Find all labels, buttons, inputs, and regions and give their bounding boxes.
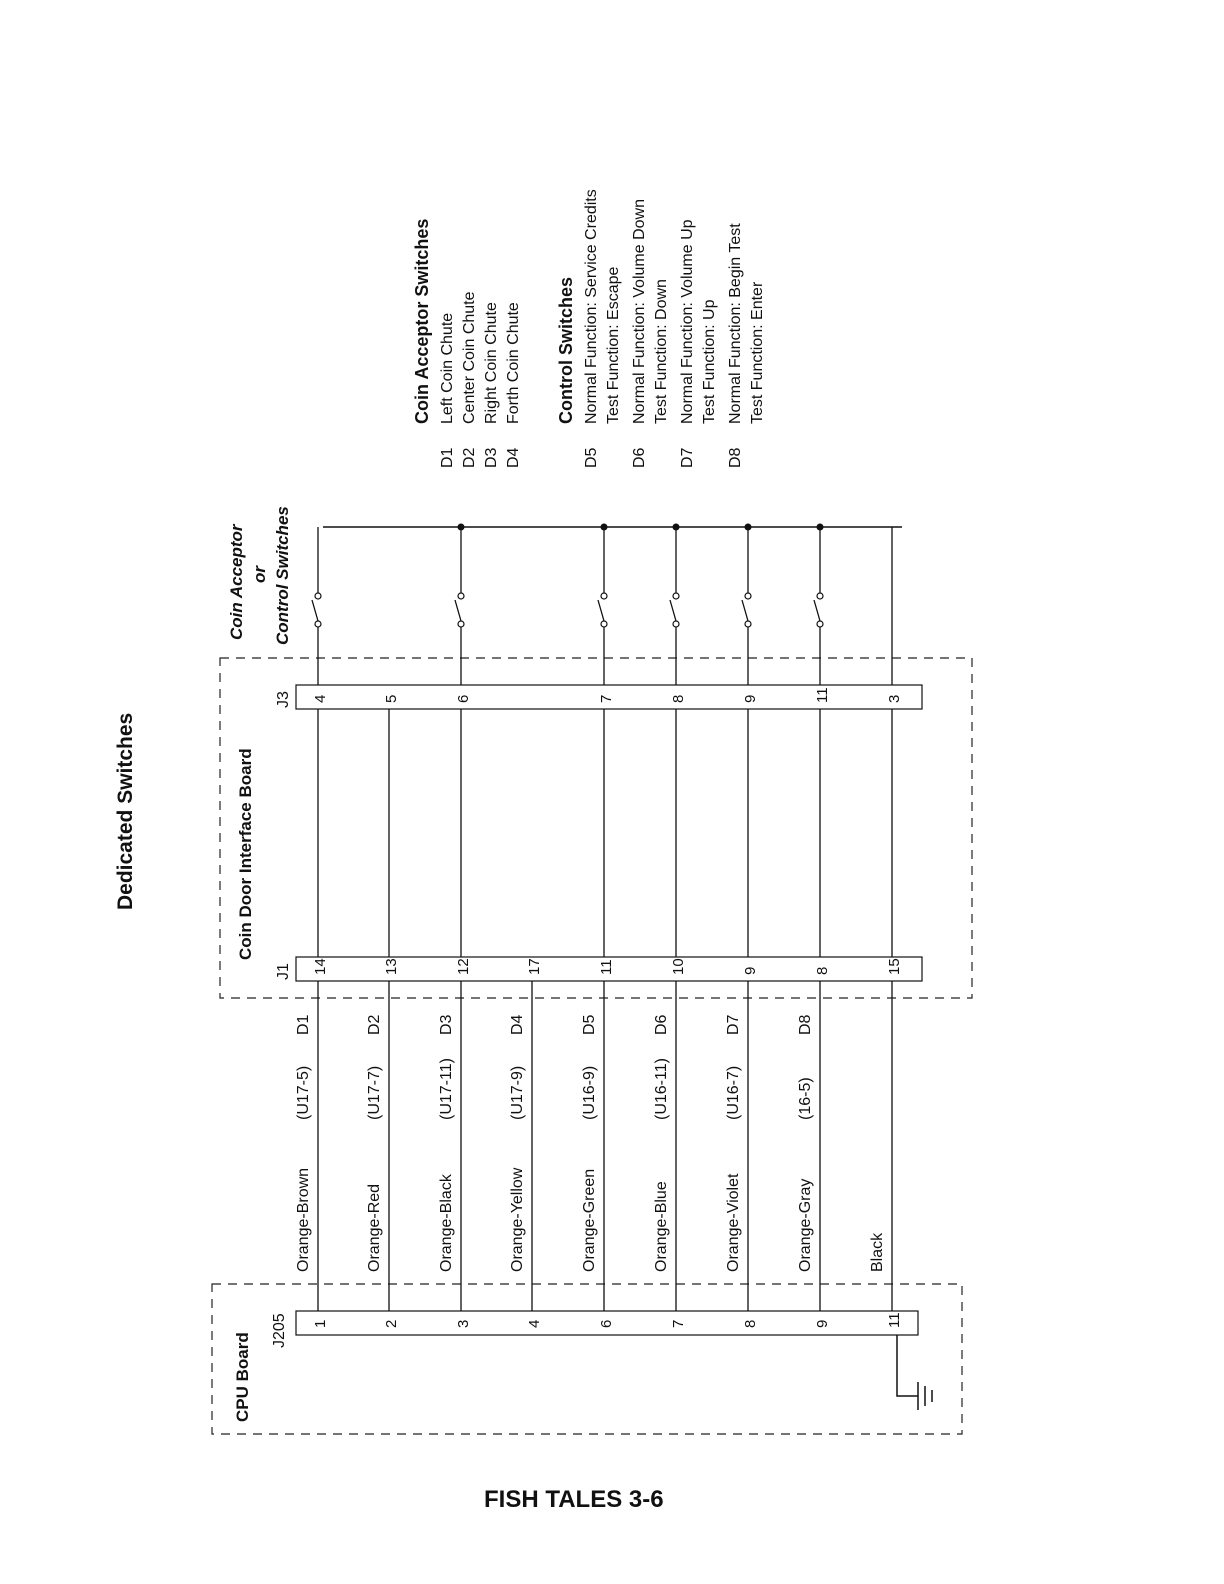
line-5-switch-code: D5: [581, 1014, 598, 1035]
line-1-switch-contact-low: [315, 621, 321, 627]
line-7-j3-pin: 9: [742, 694, 759, 703]
line-8-wire-color: Orange-Gray: [797, 1178, 814, 1272]
j1-connector-label: J1: [275, 963, 292, 980]
line-2-j3-pin: 5: [383, 694, 400, 703]
line-8-switch-code: D8: [797, 1014, 814, 1035]
legend-control-text-3-2: Test Function: Up: [701, 299, 718, 424]
line-8-switch-contact-low: [817, 621, 823, 627]
line-7-j1-pin: 9: [742, 966, 759, 975]
legend-control-text-1-2: Test Function: Escape: [605, 266, 622, 424]
legend-coin-code-1: D1: [439, 447, 456, 468]
line-5-wire-ref: (U16-9): [581, 1065, 598, 1120]
line-5-switch-contact-low: [601, 621, 607, 627]
line-3-switch-contact-low: [458, 621, 464, 627]
line-3-j1-pin: 12: [455, 958, 472, 975]
line-9-wire-color: Black: [869, 1232, 886, 1272]
legend-coin-code-2: D2: [461, 447, 478, 468]
cpu-board-outline: [212, 1284, 962, 1434]
line-5-switch-contact-high: [601, 593, 607, 599]
legend-coin-code-4: D4: [505, 447, 522, 468]
line-3-bus-junction: [458, 524, 465, 531]
line-5-switch-blade: [598, 600, 604, 621]
line-4-cpu-pin: 4: [526, 1319, 543, 1328]
line-8-cpu-pin: 9: [814, 1319, 831, 1328]
diagram-title: Dedicated Switches: [114, 712, 137, 910]
legend-control-text-1-1: Normal Function: Service Credits: [583, 189, 600, 424]
line-7-switch-blade: [742, 600, 748, 621]
line-1-wire-ref: (U17-5): [295, 1065, 312, 1120]
line-6-switch-code: D6: [653, 1014, 670, 1035]
line-1-j3-pin: 4: [312, 694, 329, 703]
line-2-wire-ref: (U17-7): [366, 1065, 383, 1120]
legend-control-code-3: D7: [679, 447, 696, 468]
line-7-cpu-pin: 8: [742, 1319, 759, 1328]
line-7-wire-ref: (U16-7): [725, 1065, 742, 1120]
line-5-bus-junction: [601, 524, 608, 531]
line-3-wire-color: Orange-Black: [438, 1174, 455, 1272]
line-9-cpu-pin: 11: [886, 1312, 903, 1328]
line-3-switch-blade: [455, 600, 461, 621]
legend-control-text-3-1: Normal Function: Volume Up: [679, 219, 696, 424]
ground-icon: [897, 1335, 932, 1410]
line-2-cpu-pin: 2: [383, 1319, 400, 1328]
line-2-j1-pin: 13: [383, 958, 400, 975]
line-7-switch-contact-high: [745, 593, 751, 599]
line-6-wire-color: Orange-Blue: [653, 1181, 670, 1272]
legend-control-text-2-1: Normal Function: Volume Down: [631, 199, 648, 424]
line-3-switch-code: D3: [438, 1014, 455, 1035]
line-5-j3-pin: 7: [598, 694, 615, 703]
legend-coin-text-1: Left Coin Chute: [439, 312, 456, 424]
line-9-j3-pin: 3: [886, 694, 903, 703]
legend-coin-text-4: Forth Coin Chute: [505, 302, 522, 424]
line-1-switch-code: D1: [295, 1014, 312, 1035]
line-7-bus-junction: [745, 524, 752, 531]
legend-control-code-2: D6: [631, 447, 648, 468]
line-6-j3-pin: 8: [670, 694, 687, 703]
line-5-cpu-pin: 6: [598, 1319, 615, 1328]
line-6-bus-junction: [673, 524, 680, 531]
line-8-wire-ref: (16-5): [797, 1077, 814, 1120]
legend-coin-text-2: Center Coin Chute: [461, 291, 478, 424]
line-1-switch-contact-high: [315, 593, 321, 599]
line-3-j3-pin: 6: [455, 694, 472, 703]
legend-coin-heading: Coin Acceptor Switches: [412, 218, 432, 424]
legend-control-text-4-2: Test Function: Enter: [749, 281, 766, 424]
switch-group-label-line3: Control Switches: [273, 506, 292, 645]
line-3-wire-ref: (U17-11): [438, 1058, 455, 1120]
legend-control-code-4: D8: [727, 447, 744, 468]
switch-group-label-line2: or: [250, 566, 269, 583]
line-2-switch-code: D2: [366, 1014, 383, 1035]
line-8-j3-pin: 11: [814, 687, 831, 703]
line-2-wire-color: Orange-Red: [366, 1183, 383, 1272]
line-4-switch-code: D4: [509, 1014, 526, 1035]
line-1-switch-blade: [312, 600, 318, 621]
line-4-wire-color: Orange-Yellow: [509, 1167, 526, 1272]
line-4-wire-ref: (U17-9): [509, 1065, 526, 1120]
page-footer: FISH TALES 3-6: [484, 1486, 664, 1513]
legend-control-text-4-1: Normal Function: Begin Test: [727, 223, 744, 424]
line-8-j1-pin: 8: [814, 966, 831, 975]
line-6-switch-blade: [670, 600, 676, 621]
line-6-switch-contact-low: [673, 621, 679, 627]
line-3-switch-contact-high: [458, 593, 464, 599]
cpu-connector-label: J205: [271, 1313, 288, 1348]
switch-group-label-line1: Coin Acceptor: [227, 524, 246, 640]
line-3-cpu-pin: 3: [455, 1319, 472, 1328]
line-7-switch-contact-low: [745, 621, 751, 627]
line-5-j1-pin: 11: [598, 959, 615, 975]
legend-coin-text-3: Right Coin Chute: [483, 302, 500, 424]
legend-control-heading: Control Switches: [556, 276, 576, 424]
line-9-j1-pin: 15: [886, 958, 903, 975]
legend-control-code-1: D5: [583, 447, 600, 468]
line-5-wire-color: Orange-Green: [581, 1168, 598, 1272]
line-6-cpu-pin: 7: [670, 1319, 687, 1328]
line-8-bus-junction: [817, 524, 824, 531]
coin-door-board-label: Coin Door Interface Board: [236, 748, 255, 960]
j3-connector-label: J3: [275, 691, 292, 708]
legend-control-text-2-2: Test Function: Down: [653, 279, 670, 424]
cpu-board-label: CPU Board: [233, 1332, 252, 1422]
line-8-switch-contact-high: [817, 593, 823, 599]
line-1-j1-pin: 14: [312, 958, 329, 975]
line-4-j1-pin: 17: [526, 958, 543, 975]
line-6-wire-ref: (U16-11): [653, 1058, 670, 1120]
legend-coin-code-3: D3: [483, 447, 500, 468]
line-7-switch-code: D7: [725, 1014, 742, 1035]
line-6-j1-pin: 10: [670, 958, 687, 975]
line-7-wire-color: Orange-Violet: [725, 1173, 742, 1272]
line-1-wire-color: Orange-Brown: [295, 1167, 312, 1272]
line-6-switch-contact-high: [673, 593, 679, 599]
line-1-cpu-pin: 1: [312, 1319, 329, 1328]
line-8-switch-blade: [814, 600, 820, 621]
